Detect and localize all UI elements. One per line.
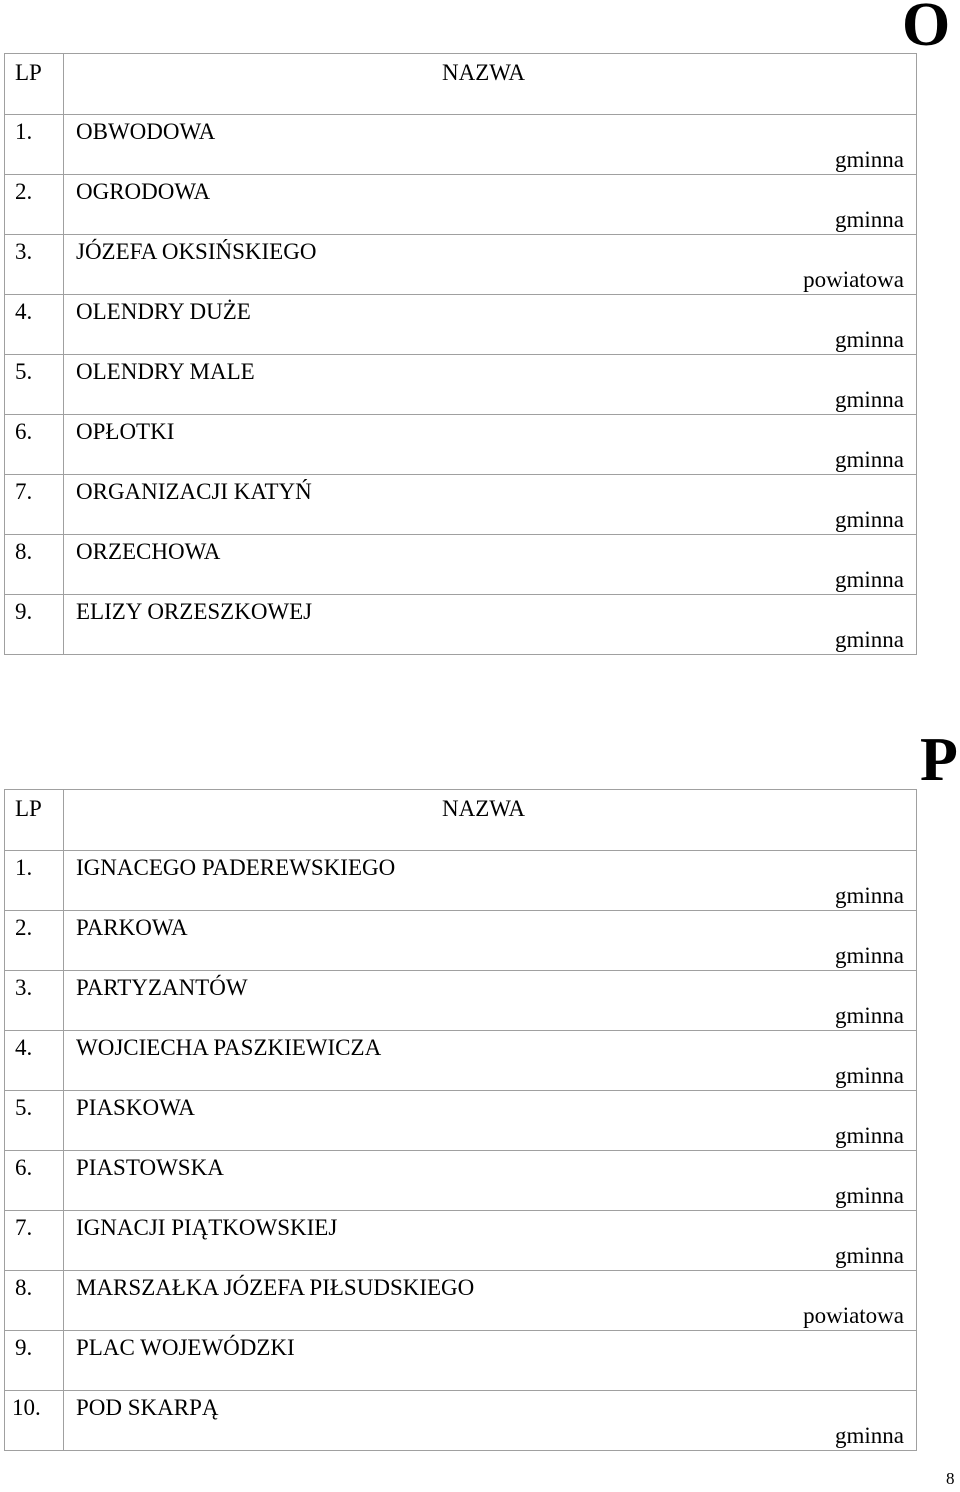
street-name: WOJCIECHA PASZKIEWICZA [76, 1035, 382, 1060]
table-row [5, 1271, 917, 1331]
table-row [5, 415, 917, 475]
header-lp: LP [15, 796, 42, 821]
row-number: 7. [15, 1215, 33, 1240]
street-name: OBWODOWA [76, 119, 216, 144]
table-row [5, 1151, 917, 1211]
row-number: 4. [15, 299, 33, 324]
table-header-row [5, 790, 917, 851]
page-number: 8 [946, 1469, 955, 1488]
street-name: IGNACJI PIĄTKOWSKIEJ [76, 1215, 338, 1240]
row-number: 5. [15, 359, 33, 384]
table-row [5, 595, 917, 655]
row-number: 1. [15, 119, 33, 144]
table-row [5, 971, 917, 1031]
table-row [5, 1391, 917, 1451]
table-row [5, 851, 917, 911]
road-type: powiatowa [803, 267, 904, 292]
table-row [5, 1211, 917, 1271]
section-letter-p: P [920, 726, 958, 794]
street-name: JÓZEFA OKSIŃSKIEGO [76, 239, 317, 264]
road-type: gminna [835, 207, 904, 232]
table-row [5, 115, 917, 175]
road-type: gminna [835, 1063, 904, 1088]
table-row [5, 1331, 917, 1391]
table-row [5, 1031, 917, 1091]
row-number: 2. [15, 179, 33, 204]
street-name: PARKOWA [76, 915, 188, 940]
road-type: gminna [835, 567, 904, 592]
street-name: PLAC WOJEWÓDZKI [76, 1335, 295, 1360]
row-number: 4. [15, 1035, 33, 1060]
header-name: NAZWA [442, 796, 526, 821]
row-number: 8. [15, 1275, 33, 1300]
row-number: 8. [15, 539, 33, 564]
road-type: gminna [835, 1423, 904, 1448]
row-number: 5. [15, 1095, 33, 1120]
row-number: 2. [15, 915, 33, 940]
street-name: POD SKARPĄ [76, 1395, 219, 1420]
table-row [5, 295, 917, 355]
row-number: 10. [12, 1395, 41, 1420]
road-type: powiatowa [803, 1303, 904, 1328]
row-number: 3. [15, 239, 33, 264]
table-row [5, 235, 917, 295]
road-type: gminna [835, 507, 904, 532]
road-type: gminna [835, 1123, 904, 1148]
row-number: 9. [15, 599, 33, 624]
road-type: gminna [835, 943, 904, 968]
table-header-row [5, 54, 917, 115]
road-type: gminna [835, 627, 904, 652]
road-type: gminna [835, 387, 904, 412]
row-number: 6. [15, 419, 33, 444]
street-name: OLENDRY MALE [76, 359, 255, 384]
table-row [5, 1091, 917, 1151]
street-name: OLENDRY DUŻE [76, 299, 251, 324]
table-row [5, 911, 917, 971]
street-name: ELIZY ORZESZKOWEJ [76, 599, 313, 624]
road-type: gminna [835, 1243, 904, 1268]
road-type: gminna [835, 147, 904, 172]
street-name: PIASKOWA [76, 1095, 195, 1120]
road-type: gminna [835, 327, 904, 352]
table-row [5, 535, 917, 595]
street-table-p [4, 789, 917, 1451]
row-number: 7. [15, 479, 33, 504]
street-name: PARTYZANTÓW [76, 975, 248, 1000]
row-number: 6. [15, 1155, 33, 1180]
table-row [5, 475, 917, 535]
street-name: IGNACEGO PADEREWSKIEGO [76, 855, 396, 880]
row-number: 1. [15, 855, 33, 880]
header-name: NAZWA [442, 60, 526, 85]
road-type: gminna [835, 883, 904, 908]
road-type: gminna [835, 1003, 904, 1028]
road-type: gminna [835, 1183, 904, 1208]
street-name: OPŁOTKI [76, 419, 175, 444]
street-name: PIASTOWSKA [76, 1155, 224, 1180]
street-name: ORZECHOWA [76, 539, 221, 564]
street-name: ORGANIZACJI KATYŃ [76, 479, 312, 504]
street-name: OGRODOWA [76, 179, 211, 204]
row-number: 9. [15, 1335, 33, 1360]
section-letter-o: O [902, 0, 951, 59]
table-row [5, 175, 917, 235]
road-type: gminna [835, 447, 904, 472]
street-name: MARSZAŁKA JÓZEFA PIŁSUDSKIEGO [76, 1275, 475, 1300]
street-table-o [4, 53, 917, 655]
row-number: 3. [15, 975, 33, 1000]
header-lp: LP [15, 60, 42, 85]
table-row [5, 355, 917, 415]
